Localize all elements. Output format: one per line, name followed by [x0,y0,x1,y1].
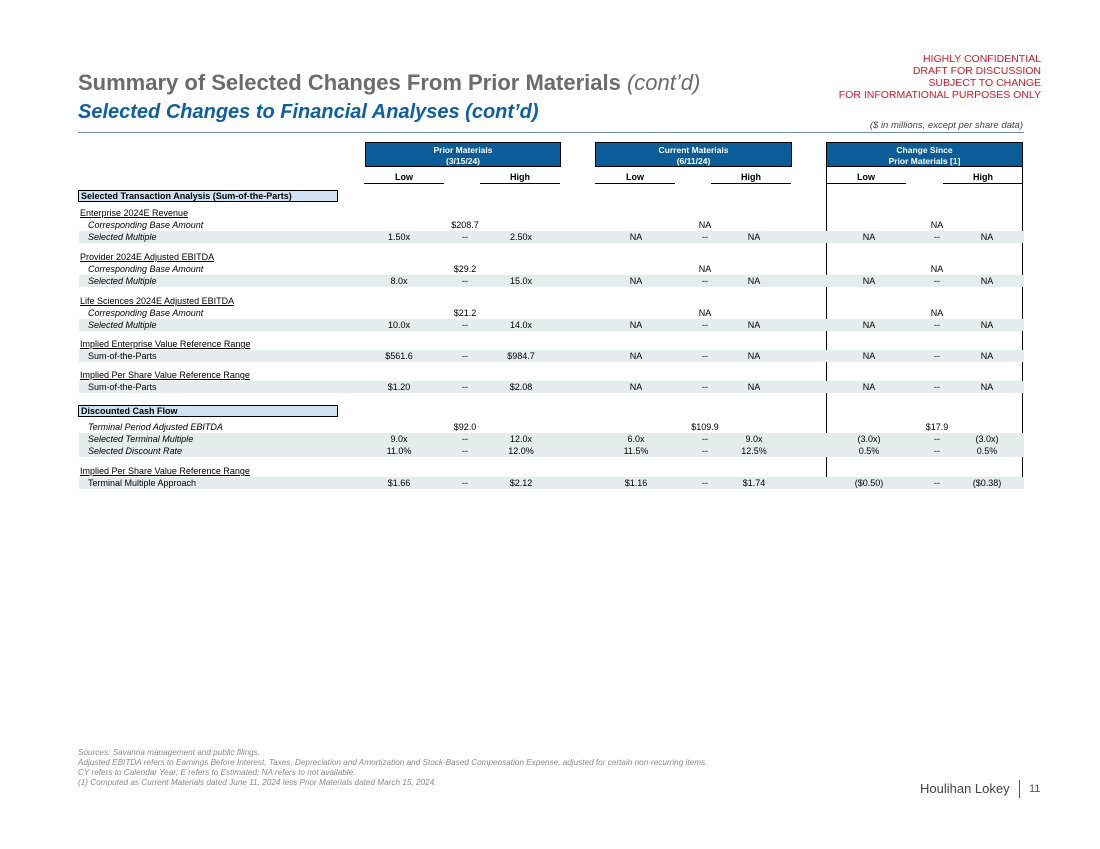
col-header-current-low: Low [595,172,675,184]
group-header-current: Current Materials (6/11/24) [595,142,792,167]
table-row [79,319,1024,331]
col-header-prior-low: Low [364,172,444,184]
table-row [79,350,1024,362]
footnotes: Sources: Savanna management and public filings. Adjusted EBITDA refers to Earnings Before Interest, Taxes, Depreciation and Amortization and Stock-Based Compensation Expense, adjusted for certain non-recurring items. CY refers to Calendar Year; E refers to Estimated; NA refers to not available. (1) Computed as Current Materials dated June 11, 2024 less Prior Materials dated March 15, 2024. [78,748,708,787]
table-cell: NA [980,276,994,286]
table-cell: -- [702,351,708,361]
col-header-change-low: Low [826,172,906,184]
row-label: Implied Per Share Value Reference Range [80,370,250,380]
title-rule [78,132,1024,133]
group-header-prior: Prior Materials (3/15/24) [365,142,561,167]
table-cell: $1.20 [387,382,411,392]
table-row [79,295,1024,307]
row-label: Selected Multiple [88,320,157,330]
table-cell: $21.2 [453,308,477,318]
table-cell: NA [862,382,876,392]
units-note: ($ in millions, except per share data) [869,120,1023,131]
table-row [79,381,1024,393]
table-cell: -- [934,351,940,361]
table-cell: $208.7 [451,220,479,230]
row-label: Implied Per Share Value Reference Range [80,466,250,476]
col-header-current-high: High [711,172,791,184]
row-label: Implied Enterprise Value Reference Range [80,339,251,349]
table-cell: $1.66 [387,478,411,488]
table-cell: $984.7 [507,351,535,361]
table-cell: NA [862,351,876,361]
table-cell: NA [629,382,643,392]
table-cell: -- [462,351,468,361]
brand-divider [1019,780,1020,798]
table-row [79,275,1024,287]
table-cell: -- [934,382,940,392]
table-cell: $17.9 [925,422,949,432]
table-cell: $2.08 [509,382,533,392]
table-cell: -- [702,478,708,488]
table-cell: $92.0 [453,422,477,432]
row-label: Life Sciences 2024E Adjusted EBITDA [80,296,235,306]
table-cell: 9.0x [745,434,763,444]
table-cell: NA [980,351,994,361]
table-cell: $2.12 [509,478,533,488]
table-cell: 6.0x [627,434,645,444]
table-row [79,251,1024,263]
table-row [79,465,1024,477]
group-header-change: Change Since Prior Materials [1] [826,142,1023,167]
table-cell: $29.2 [453,264,477,274]
table-cell: -- [462,446,468,456]
table-cell: NA [747,320,761,330]
table-cell: 11.0% [386,446,412,456]
section-header-dcf: Discounted Cash Flow [78,405,338,417]
table-row [79,219,1024,231]
table-cell: 8.0x [390,276,408,286]
table-cell: NA [980,382,994,392]
table-cell: -- [462,382,468,392]
table-cell: NA [930,220,944,230]
table-cell: -- [934,232,940,242]
table-cell: NA [747,276,761,286]
row-label: Corresponding Base Amount [88,264,204,274]
table-cell: $1.74 [742,478,766,488]
table-cell: -- [934,434,940,444]
table-cell: NA [698,220,712,230]
row-label: Terminal Period Adjusted EBITDA [88,422,223,432]
table-cell: 12.5% [741,446,767,456]
table-cell: 15.0x [509,276,533,286]
table-cell: NA [862,232,876,242]
col-header-prior-high: High [480,172,560,184]
table-cell: 12.0x [509,434,533,444]
table-cell: NA [629,276,643,286]
table-cell: -- [462,276,468,286]
table-row [79,263,1024,275]
table-cell: (3.0x) [975,434,999,444]
table-cell: -- [934,478,940,488]
row-label: Selected Multiple [88,232,157,242]
table-cell: NA [698,308,712,318]
row-label: Corresponding Base Amount [88,308,204,318]
table-row [79,307,1024,319]
table-cell: -- [462,232,468,242]
table-cell: -- [702,232,708,242]
table-cell: ($0.38) [972,478,1002,488]
row-label: Provider 2024E Adjusted EBITDA [80,252,215,262]
table-cell: -- [462,478,468,488]
table-cell: -- [702,446,708,456]
row-label: Enterprise 2024E Revenue [80,208,189,218]
table-cell: -- [462,434,468,444]
table-cell: NA [980,232,994,242]
table-cell: NA [862,276,876,286]
table-cell: NA [698,264,712,274]
table-row [79,477,1024,489]
table-cell: 9.0x [390,434,408,444]
table-row [79,207,1024,219]
table-cell: -- [462,320,468,330]
table-cell: NA [747,382,761,392]
table-cell: -- [934,446,940,456]
table-cell: 12.0% [508,446,534,456]
table-cell: 10.0x [387,320,411,330]
table-cell: -- [702,434,708,444]
table-cell: -- [934,320,940,330]
table-cell: 14.0x [509,320,533,330]
table-cell: $1.16 [624,478,648,488]
table-cell: 1.50x [387,232,411,242]
row-label: Sum-of-the-Parts [88,382,157,392]
table-cell: (3.0x) [857,434,881,444]
row-label: Corresponding Base Amount [88,220,204,230]
table-cell: -- [702,276,708,286]
row-label: Selected Multiple [88,276,157,286]
table-row [79,369,1024,381]
table-row [79,433,1024,445]
row-label: Selected Terminal Multiple [88,434,194,444]
table-cell: -- [934,276,940,286]
table-row [79,421,1024,433]
table-cell: -- [702,382,708,392]
table-cell: NA [747,351,761,361]
page-number: 11 [1029,783,1041,795]
table-cell: 11.5% [623,446,649,456]
table-cell: 0.5% [976,446,998,456]
table-cell: $561.6 [385,351,413,361]
confidential-notice: HIGHLY CONFIDENTIAL DRAFT FOR DISCUSSION SUBJECT TO CHANGE FOR INFORMATIONAL PURPOSES ONLY [838,53,1041,101]
table-cell: NA [862,320,876,330]
page-title: Summary of Selected Changes From Prior Materials (cont’d) [78,70,701,95]
table-cell: NA [629,351,643,361]
table-cell: NA [629,320,643,330]
row-label: Sum-of-the-Parts [88,351,157,361]
table-cell: 0.5% [858,446,880,456]
table-cell: NA [747,232,761,242]
table-cell: NA [629,232,643,242]
table-cell: NA [980,320,994,330]
col-header-change-high: High [943,172,1023,184]
table-row [79,231,1024,243]
table-cell: $109.9 [691,422,719,432]
table-cell: NA [930,308,944,318]
page-subtitle: Selected Changes to Financial Analyses (cont’d) [78,101,539,123]
table-cell: 2.50x [509,232,533,242]
table-cell: -- [702,320,708,330]
brand-logo: Houlihan Lokey [920,781,1010,796]
table-row [79,445,1024,457]
row-label: Selected Discount Rate [88,446,183,456]
table-cell: ($0.50) [854,478,884,488]
table-row [79,338,1024,350]
table-cell: NA [930,264,944,274]
row-label: Terminal Multiple Approach [88,478,197,488]
section-header-transaction: Selected Transaction Analysis (Sum-of-the-Parts) [78,190,338,202]
